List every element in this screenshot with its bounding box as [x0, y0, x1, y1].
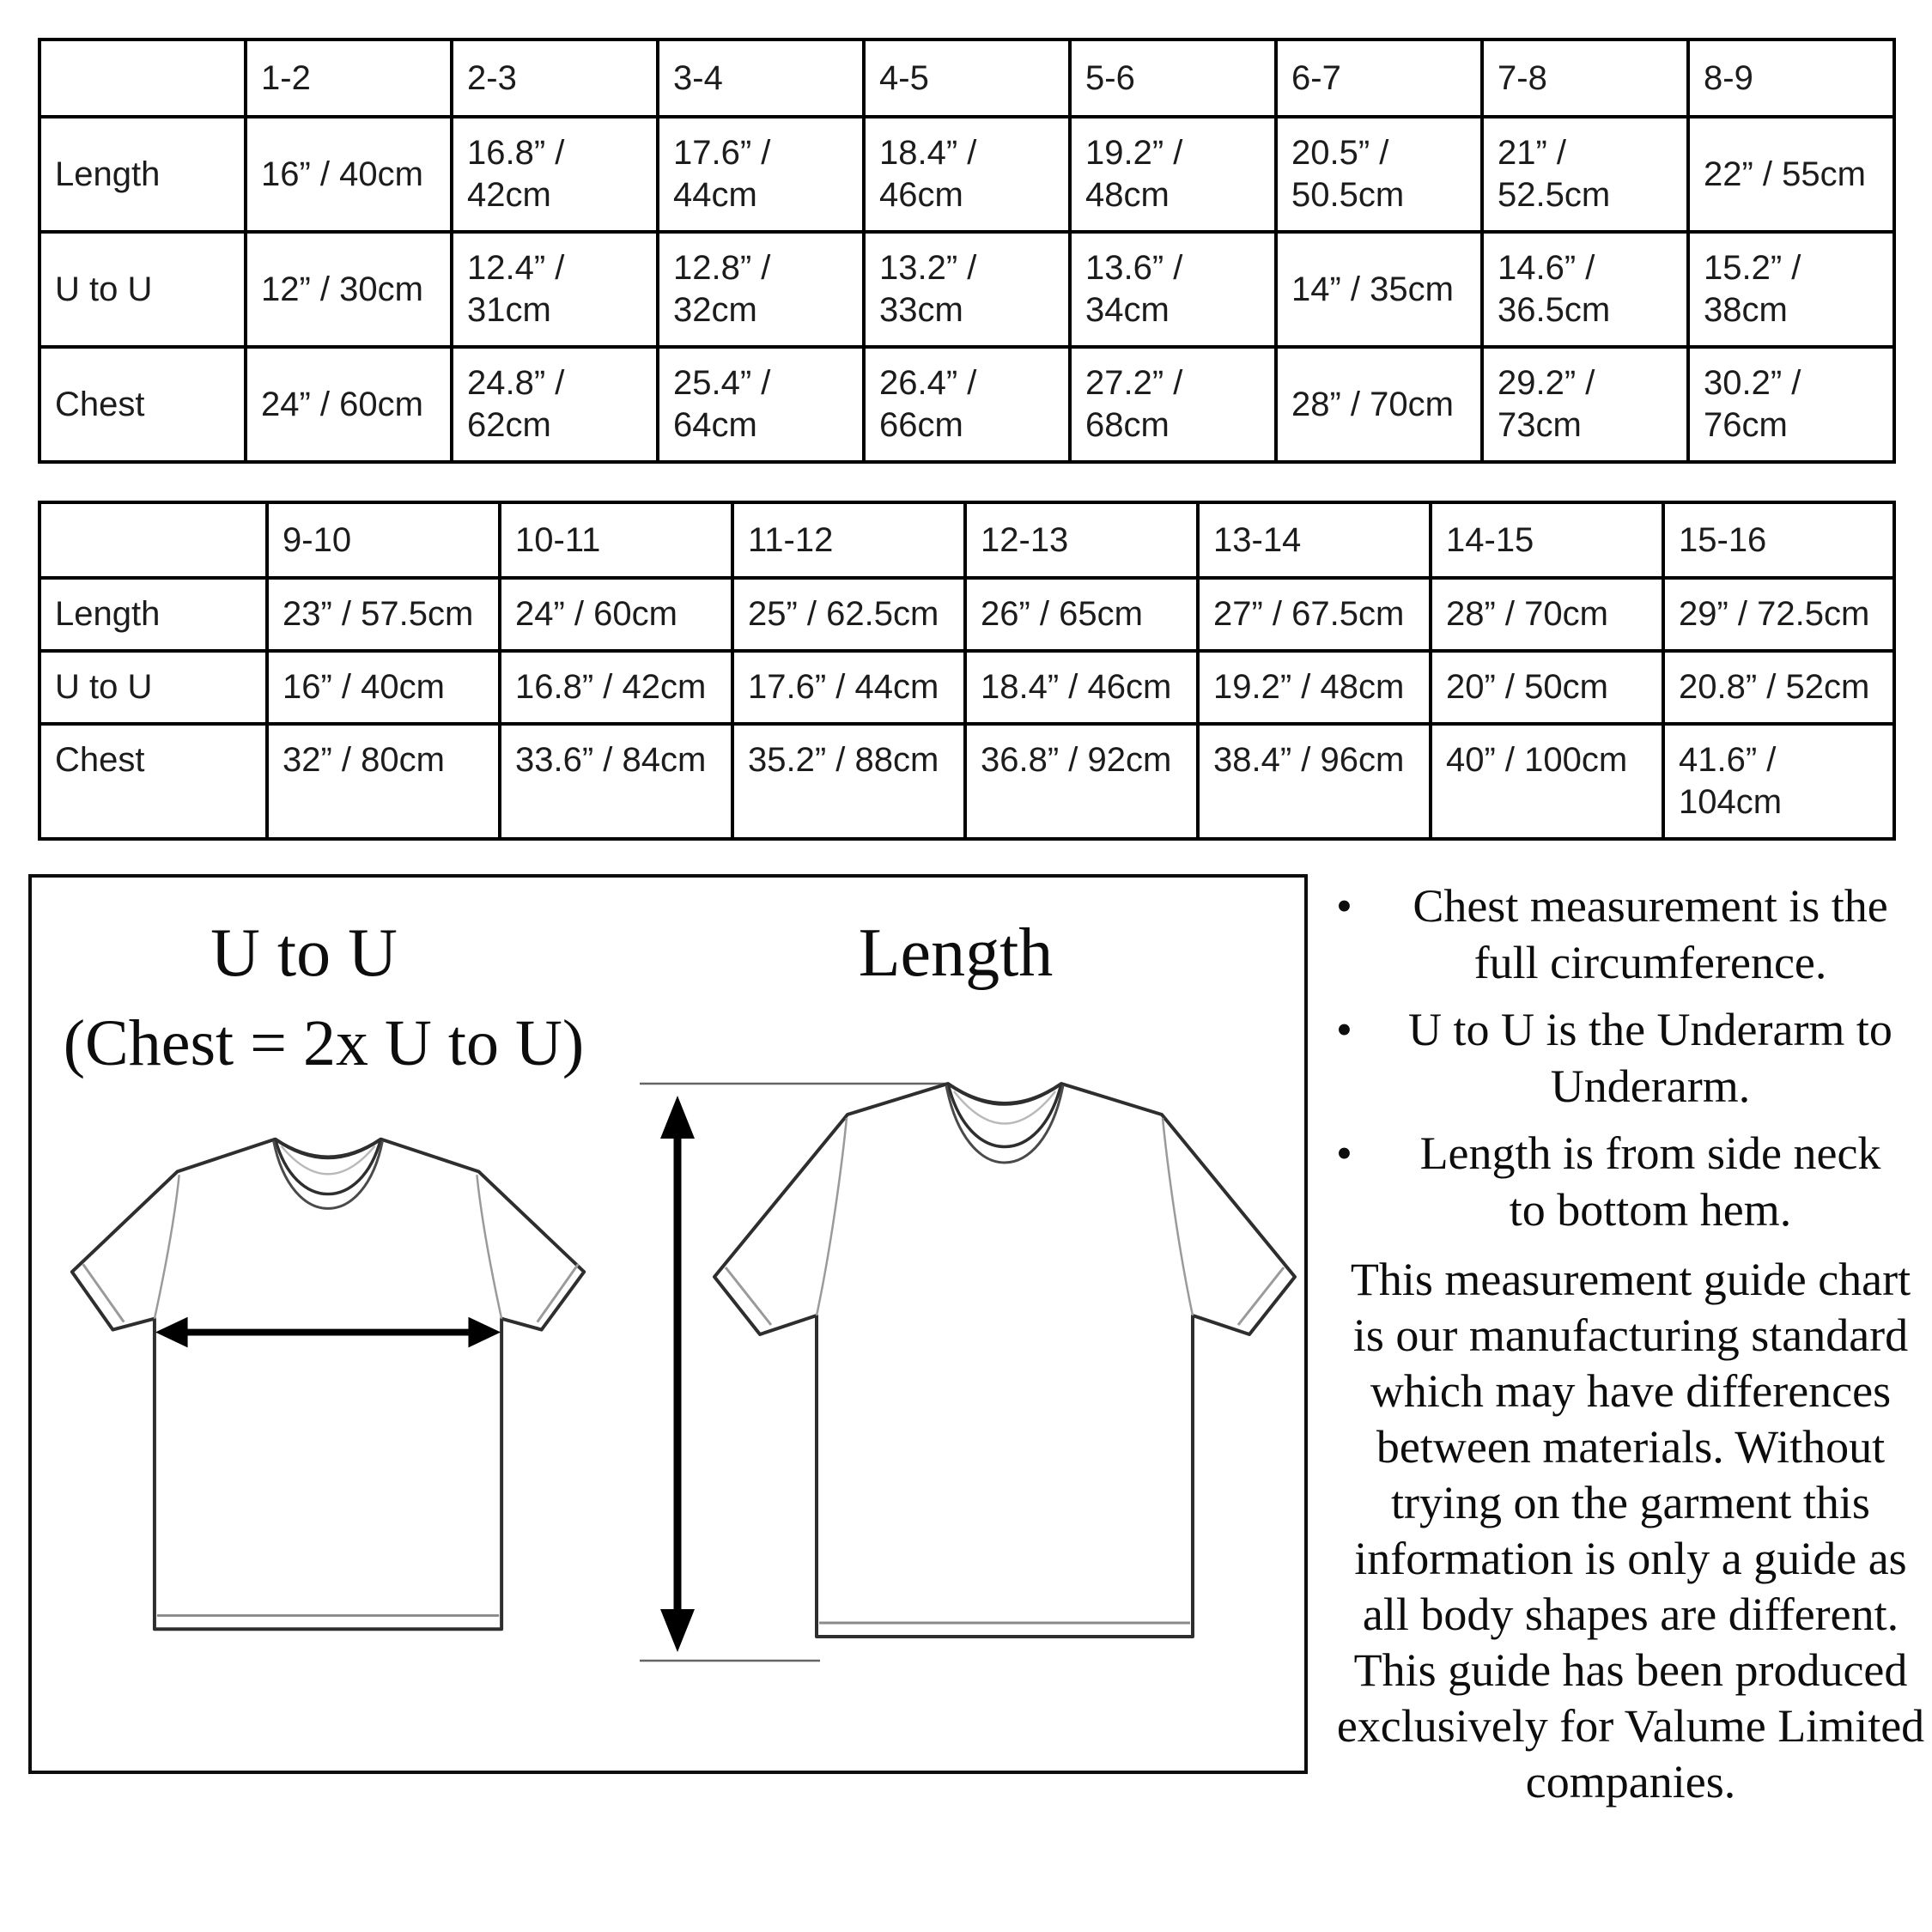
measurement-cell: 32” / 80cm [267, 724, 500, 839]
table-row-length [39, 578, 1894, 651]
disclaimer-line: all body shapes are different. [1362, 1589, 1899, 1640]
bullet-dot-icon: • [1336, 880, 1352, 932]
measurement-cell: 17.6” / 44cm [732, 651, 965, 724]
header-row [39, 502, 1894, 578]
age-header: 13-14 [1198, 502, 1431, 578]
age-header: 15-16 [1663, 502, 1894, 578]
measurement-cell: 24.8” / 62cm [452, 347, 658, 462]
note-line: U to U is the Underarm to [1408, 1004, 1893, 1055]
measurement-cell: 20.5” / 50.5cm [1276, 117, 1482, 232]
corner-cell [39, 39, 246, 117]
row-label: U to U [39, 232, 246, 347]
disclaimer-line: This guide has been produced [1353, 1644, 1908, 1696]
measurement-cell: 21” / 52.5cm [1482, 117, 1688, 232]
bullet-dot-icon: • [1336, 1127, 1352, 1179]
table-row-length [39, 117, 1894, 232]
age-header: 7-8 [1482, 39, 1688, 117]
disclaimer-line: is our manufacturing standard [1352, 1309, 1909, 1361]
age-header: 1-2 [246, 39, 452, 117]
measurement-cell: 23” / 57.5cm [267, 578, 500, 651]
measurement-cell: 18.4” / 46cm [965, 651, 1198, 724]
length-arrow-icon [660, 1096, 695, 1652]
disclaimer-line: which may have differences [1370, 1365, 1892, 1417]
age-header: 3-4 [658, 39, 864, 117]
age-header: 2-3 [452, 39, 658, 117]
note-line: Chest measurement is the [1413, 880, 1888, 932]
utou-diagram-subtitle: (Chest = 2x U to U) [63, 1007, 585, 1079]
table-row-chest [39, 724, 1894, 839]
table-row-utou [39, 232, 1894, 347]
measurement-cell: 13.2” / 33cm [864, 232, 1070, 347]
table-row-chest [39, 347, 1894, 462]
measurement-cell: 33.6” / 84cm [500, 724, 732, 839]
measurement-cell: 24” / 60cm [246, 347, 452, 462]
measurement-cell: 29.2” / 73cm [1482, 347, 1688, 462]
measurement-cell: 36.8” / 92cm [965, 724, 1198, 839]
measurement-cell: 28” / 70cm [1431, 578, 1663, 651]
table-row-utou [39, 651, 1894, 724]
disclaimer-line: exclusively for Valume Limited [1336, 1700, 1925, 1752]
age-header: 10-11 [500, 502, 732, 578]
disclaimer-line: trying on the garment this [1391, 1477, 1870, 1528]
disclaimer-line: between materials. Without [1376, 1421, 1886, 1473]
size-chart-ages-9-16 [38, 501, 1896, 841]
measurement-cell: 29” / 72.5cm [1663, 578, 1894, 651]
measurement-cell: 16” / 40cm [246, 117, 452, 232]
measurement-cell: 30.2” / 76cm [1688, 347, 1894, 462]
measurement-cell: 17.6” / 44cm [658, 117, 864, 232]
age-header: 9-10 [267, 502, 500, 578]
age-header: 12-13 [965, 502, 1198, 578]
tshirt-length-illustration [633, 1058, 1303, 1672]
measurement-cell: 12.8” / 32cm [658, 232, 864, 347]
note-line: Length is from side neck [1419, 1127, 1881, 1179]
measurement-cell: 20.8” / 52cm [1663, 651, 1894, 724]
measurement-cell: 35.2” / 88cm [732, 724, 965, 839]
note-utou [1329, 1001, 1932, 1115]
note-chest [1329, 878, 1932, 991]
disclaimer-line: This measurement guide chart [1350, 1254, 1911, 1305]
tshirt-outline [72, 1139, 584, 1630]
size-chart-ages-1-9 [38, 38, 1896, 464]
measurement-cell: 22” / 55cm [1688, 117, 1894, 232]
measurement-cell: 16.8” / 42cm [452, 117, 658, 232]
age-header: 11-12 [732, 502, 965, 578]
measurement-cell: 38.4” / 96cm [1198, 724, 1431, 839]
tshirt-outline [714, 1084, 1295, 1637]
row-label: Chest [39, 347, 246, 462]
age-header: 14-15 [1431, 502, 1663, 578]
disclaimer-line: companies. [1525, 1756, 1736, 1807]
header-row [39, 39, 1894, 117]
note-line: Underarm. [1550, 1060, 1751, 1112]
measurement-cell: 26” / 65cm [965, 578, 1198, 651]
measurement-diagram [28, 874, 1308, 1774]
row-label: Length [39, 117, 246, 232]
measurement-cell: 28” / 70cm [1276, 347, 1482, 462]
notes-panel [1329, 878, 1932, 1810]
row-label: U to U [39, 651, 267, 724]
measurement-cell: 14.6” / 36.5cm [1482, 232, 1688, 347]
measurement-cell: 40” / 100cm [1431, 724, 1663, 839]
measurement-cell: 19.2” / 48cm [1198, 651, 1431, 724]
measurement-cell: 13.6” / 34cm [1070, 232, 1276, 347]
note-line: to bottom hem. [1509, 1184, 1792, 1236]
measurement-cell: 25.4” / 64cm [658, 347, 864, 462]
measurement-cell: 27.2” / 68cm [1070, 347, 1276, 462]
measurement-cell: 19.2” / 48cm [1070, 117, 1276, 232]
note-length [1329, 1125, 1932, 1238]
age-header: 8-9 [1688, 39, 1894, 117]
measurement-cell: 15.2” / 38cm [1688, 232, 1894, 347]
bullet-dot-icon: • [1336, 1004, 1352, 1055]
age-header: 4-5 [864, 39, 1070, 117]
measurement-cell: 12.4” / 31cm [452, 232, 658, 347]
measurement-cell: 16.8” / 42cm [500, 651, 732, 724]
row-label: Chest [39, 724, 267, 839]
disclaimer-line: information is only a guide as [1354, 1533, 1907, 1584]
measurement-cell: 26.4” / 66cm [864, 347, 1070, 462]
measurement-cell: 41.6” / 104cm [1663, 724, 1894, 839]
measurement-cell: 20” / 50cm [1431, 651, 1663, 724]
measurement-cell: 12” / 30cm [246, 232, 452, 347]
age-header: 6-7 [1276, 39, 1482, 117]
measurement-cell: 24” / 60cm [500, 578, 732, 651]
length-diagram-title: Length [858, 915, 1054, 991]
age-header: 5-6 [1070, 39, 1276, 117]
measurement-cell: 18.4” / 46cm [864, 117, 1070, 232]
measurement-cell: 25” / 62.5cm [732, 578, 965, 651]
utou-diagram-title: U to U [210, 915, 398, 991]
guide-disclaimer [1329, 1252, 1932, 1810]
measurement-cell: 14” / 35cm [1276, 232, 1482, 347]
corner-cell [39, 502, 267, 578]
measurement-cell: 16” / 40cm [267, 651, 500, 724]
measurement-cell: 27” / 67.5cm [1198, 578, 1431, 651]
row-label: Length [39, 578, 267, 651]
note-line: full circumference. [1473, 937, 1827, 988]
tshirt-chest-width-illustration [58, 1125, 603, 1640]
